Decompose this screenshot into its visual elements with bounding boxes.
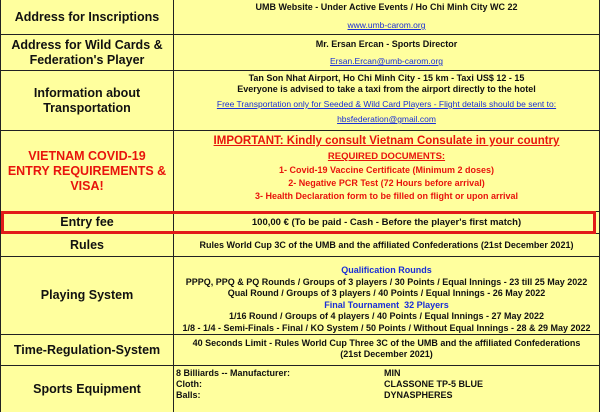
time-line2: (21st December 2021) [340, 349, 433, 359]
covid-doc1: 1- Covid-19 Vaccine Certificate (Minimum 2 doses) [278, 165, 495, 175]
final-line1: 1/16 Round / Groups of 4 players / 40 Points / Equal Innings - 27 May 2022 [228, 311, 545, 321]
wildcards-label: Address for Wild Cards & Federation's Player [0, 35, 174, 70]
playing-system-label: Playing System [0, 257, 174, 334]
equipment-key: Cloth: [176, 379, 202, 389]
transport-value [174, 71, 600, 130]
covid-doc2: 2- Negative PCR Test (72 Hours before arrival) [288, 178, 485, 188]
inscriptions-label: Address for Inscriptions [0, 0, 174, 34]
entry-fee-value: 100,00 € (To be paid - Cash - Before the player's first match) [174, 212, 600, 233]
inscriptions-value [174, 0, 600, 34]
rules-value: Rules World Cup 3C of the UMB and the affiliated Confederations (21st December 2021) [174, 234, 600, 256]
row-rules [0, 234, 600, 257]
equipment-key: 8 Billiards -- Manufacturer: [176, 368, 291, 378]
time-line1: 40 Seconds Limit - Rules World Cup Three 3C of the UMB and the affiliated Confederations [192, 338, 581, 348]
transport-line2: Everyone is advised to take a taxi from the airport directly to the hotel [237, 84, 536, 94]
row-playing-system [0, 257, 600, 335]
row-time-regulation [0, 335, 600, 366]
entry-fee-label: Entry fee [0, 212, 174, 233]
wildcards-line1: Mr. Ersan Ercan - Sports Director [315, 39, 458, 49]
sports-equipment-value [174, 366, 600, 412]
wildcards-link[interactable]: Ersan.Ercan@umb-carom.org [329, 56, 444, 66]
covid-important: IMPORTANT: Kindly consult Vietnam Consulate in your country [213, 135, 560, 147]
equipment-key: Balls: [176, 390, 201, 400]
final-line2: 1/8 - 1/4 - Semi-Finals - Final / KO System / 50 Points / Without Equal Innings - 28 & 29 May 2022 [182, 322, 591, 333]
transport-line1: Tan Son Nhat Airport, Ho Chi Minh City - 15 km - Taxi US$ 12 - 15 [248, 73, 525, 83]
final-tournament-title [174, 300, 599, 312]
covid-value [174, 131, 600, 211]
transport-link1[interactable]: Free Transportation only for Seeded & Wild Card Players - Flight details should be sent to: [216, 99, 557, 109]
covid-required: REQUIRED DOCUMENTS: [327, 151, 446, 162]
equipment-list [174, 368, 599, 401]
playing-system-value [174, 257, 600, 334]
final-title: Final Tournament [324, 299, 400, 310]
row-entry-fee [0, 212, 600, 234]
qualification-title: Qualification Rounds [341, 265, 432, 275]
inscriptions-line1: UMB Website - Under Active Events / Ho Chi Minh City WC 22 [255, 2, 518, 12]
equipment-val: CLASSONE TP-5 BLUE [384, 379, 484, 389]
row-sports-equipment [0, 366, 600, 412]
covid-doc3: 3- Health Declaration form to be filled on flight or upon arrival [254, 191, 519, 201]
final-players: 32 Players [404, 299, 449, 310]
time-regulation-label: Time-Regulation-System [0, 335, 174, 365]
rules-label: Rules [0, 234, 174, 256]
equipment-val: MIN [384, 368, 401, 378]
row-transport [0, 71, 600, 131]
row-covid [0, 131, 600, 212]
row-wildcards [0, 35, 600, 71]
wildcards-value [174, 35, 600, 70]
row-inscriptions [0, 0, 600, 35]
covid-label: VIETNAM COVID-19 ENTRY REQUIREMENTS & VISA! [0, 131, 174, 211]
time-regulation-value [174, 335, 600, 365]
qual-line1: PPPQ, PPQ & PQ Rounds / Groups of 3 players / 30 Points / Equal Innings - 23 till 25 May 2022 [185, 276, 588, 287]
transport-link2[interactable]: hbsfederation@gmail.com [337, 114, 436, 124]
equipment-val: DYNASPHERES [384, 390, 453, 400]
qual-line2: Qual Round / Groups of 3 players / 40 Points / Equal Innings - 26 May 2022 [227, 288, 546, 298]
sports-equipment-label: Sports Equipment [0, 366, 174, 412]
inscriptions-link[interactable]: www.umb-carom.org [347, 20, 426, 30]
transport-label: Information about Transportation [0, 71, 174, 130]
